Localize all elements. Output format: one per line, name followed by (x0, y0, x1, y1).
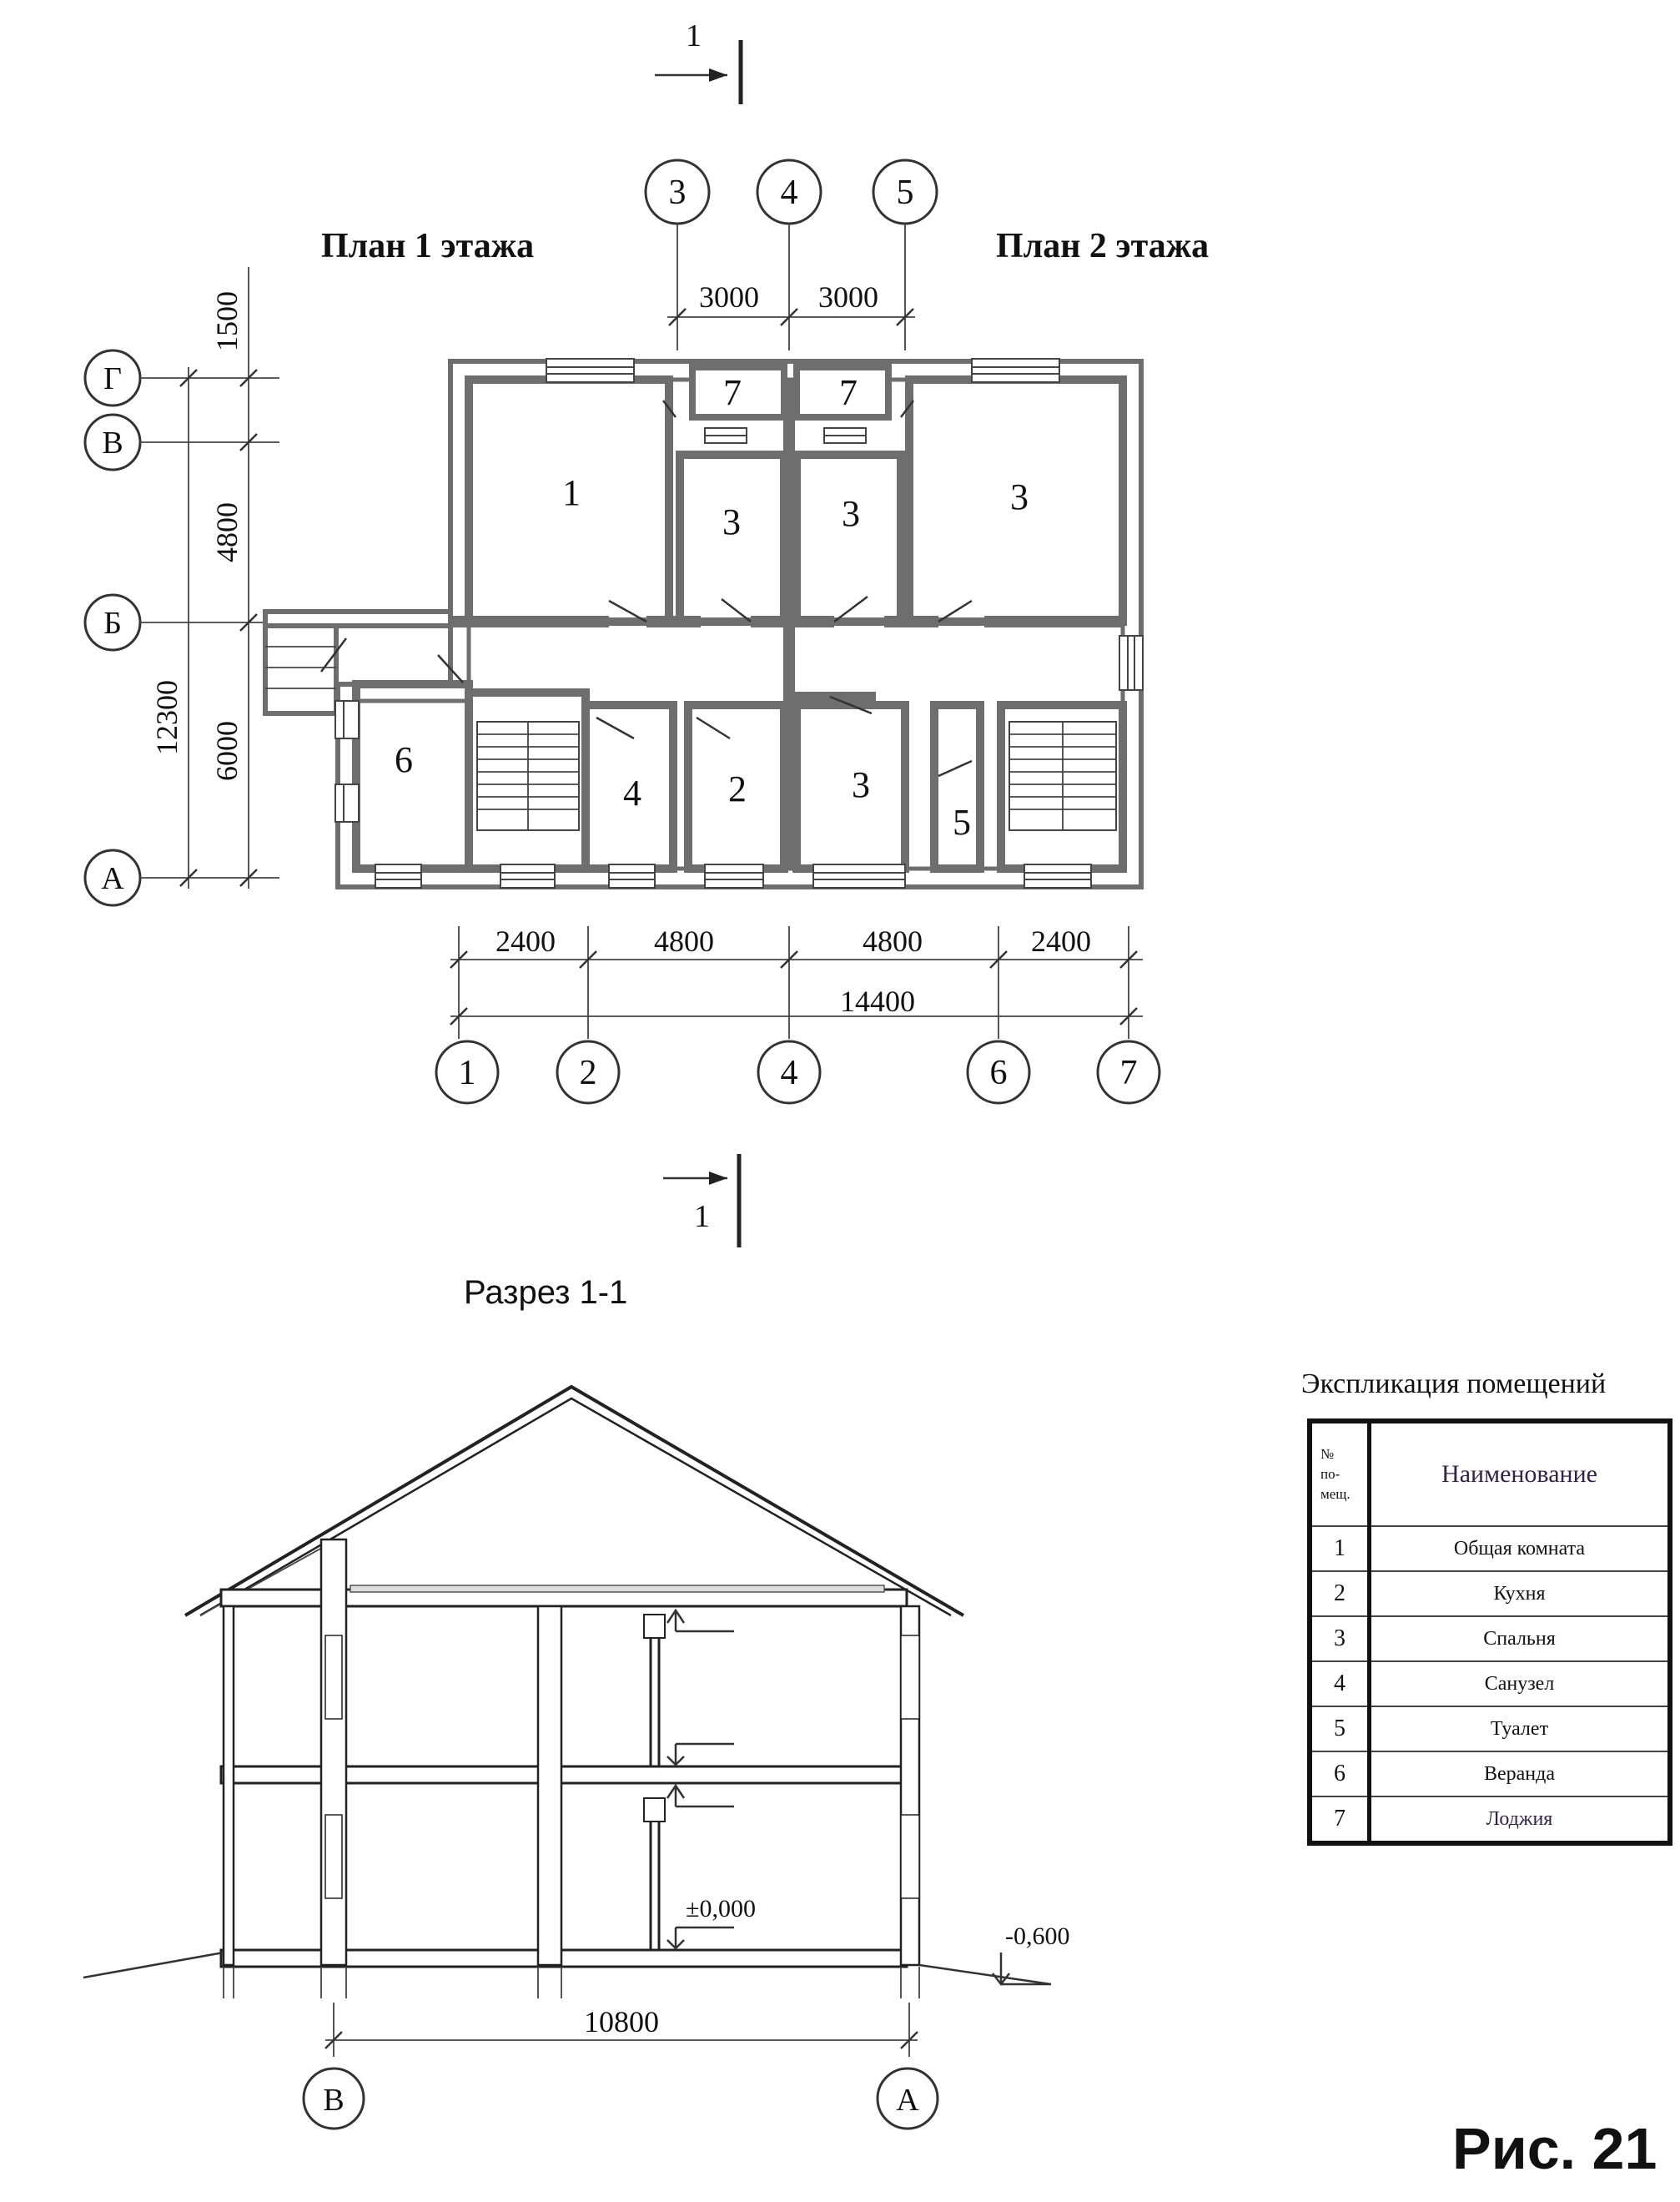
section-mark-top (655, 18, 741, 104)
room-label-2: 2 (728, 768, 747, 809)
dim-bottom-2: 4800 (654, 925, 714, 958)
section-mark-top-label: 1 (686, 18, 702, 53)
axis-label-6: 6 (989, 1054, 1008, 1092)
axis-label-7: 7 (1119, 1054, 1138, 1092)
dim-bottom-4: 2400 (1031, 925, 1091, 958)
table-row: 1 Общая комната (1310, 1526, 1670, 1571)
dim-bottom-3: 4800 (863, 925, 923, 958)
header-number: № по- мещ. (1310, 1421, 1370, 1526)
level-zero: ±0,000 (686, 1895, 756, 1922)
figure-label: Рис. 21 (1452, 2116, 1657, 2181)
table-row: 6 Веранда (1310, 1751, 1670, 1796)
section-title: Разрез 1-1 (464, 1274, 628, 1311)
level-ground: -0,600 (1005, 1922, 1070, 1950)
stair-left (477, 722, 579, 830)
table-row: 2 Кухня (1310, 1571, 1670, 1616)
explication-title: Экспликация помещений (1301, 1368, 1607, 1399)
table-row: 7 Лоджия (1310, 1796, 1670, 1843)
dim-left-3: 6000 (210, 721, 244, 781)
left-axes (85, 267, 279, 905)
axis-label-4: 4 (780, 174, 798, 212)
dim-left-2: 4800 (210, 502, 244, 562)
dim-left-1: 1500 (210, 291, 244, 351)
top-axes (646, 160, 937, 350)
axis-label-g: Г (103, 361, 122, 396)
axis-label-3: 3 (668, 174, 687, 212)
room-label-7-left: 7 (723, 372, 742, 413)
room-label-3b: 3 (842, 493, 860, 534)
axis-label-b: Б (103, 606, 122, 641)
plan-2-title: План 2 этажа (996, 227, 1210, 265)
room-label-6: 6 (395, 739, 413, 780)
dim-bottom-total: 14400 (840, 985, 915, 1018)
section-mark-bottom-label: 1 (694, 1199, 710, 1234)
plan-1-title: План 1 этажа (321, 227, 535, 265)
room-label-3d: 3 (852, 764, 870, 805)
dim-left-total: 12300 (150, 680, 184, 755)
section-axis-right: А (896, 2083, 919, 2118)
section-drawing (83, 1387, 1070, 2129)
explication-table (1307, 1418, 1672, 1846)
table-row: 5 Туалет (1310, 1706, 1670, 1751)
header-name: Наименование (1370, 1421, 1671, 1526)
axis-label-a: А (101, 861, 124, 896)
section-axis-left: В (323, 2083, 345, 2118)
axis-label-2: 2 (579, 1054, 597, 1092)
section-mark-bottom (663, 1154, 739, 1247)
dim-top-1: 3000 (699, 280, 759, 314)
bottom-axes (436, 925, 1159, 1103)
table-row: 4 Санузел (1310, 1661, 1670, 1706)
explication-header (1310, 1421, 1670, 1526)
room-label-7-right: 7 (839, 372, 858, 413)
room-label-5: 5 (953, 802, 971, 843)
table-row: 3 Спальня (1310, 1616, 1670, 1661)
axis-label-1: 1 (458, 1054, 476, 1092)
room-label-4: 4 (623, 773, 641, 814)
axis-label-5: 5 (896, 174, 914, 212)
room-label-3a: 3 (722, 501, 741, 542)
dim-bottom-1: 2400 (495, 925, 556, 958)
axis-label-4b: 4 (780, 1054, 798, 1092)
dim-top-2: 3000 (818, 280, 878, 314)
room-label-1: 1 (562, 472, 581, 513)
room-label-3c: 3 (1010, 476, 1029, 517)
section-span: 10800 (584, 2005, 659, 2038)
axis-label-v: В (102, 426, 123, 461)
stair-right (1009, 722, 1116, 830)
floor-plan (265, 359, 1143, 888)
